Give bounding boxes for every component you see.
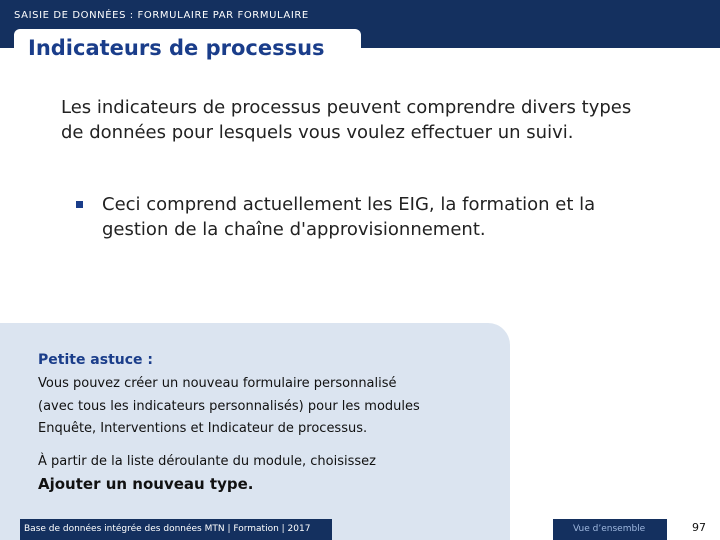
tip-heading: Petite astuce : [38, 352, 154, 368]
page-title: Indicateurs de processus [28, 36, 325, 60]
tip-line: Vous pouvez créer un nouveau formulaire personnalisé [38, 376, 397, 391]
tip-line: Enquête, Interventions et Indicateur de processus. [38, 421, 368, 436]
breadcrumb: SAISIE DE DONNÉES : FORMULAIRE PAR FORMULAIRE [14, 10, 309, 21]
footer-text: Base de données intégrée des données MTN | Formation | 2017 [24, 524, 311, 534]
tip-line: À partir de la liste déroulante du module, choisissez [38, 454, 376, 469]
footer-section-label[interactable]: Vue d’ensemble [573, 524, 646, 534]
bullet-item: Ceci comprend actuellement les EIG, la formation et la gestion de la chaîne d'approvisionnement. [102, 194, 596, 240]
intro-paragraph: Les indicateurs de processus peuvent comprendre divers types de données pour lesquels vous voulez effectuer un suivi. [61, 97, 632, 143]
page-number: 97 [692, 521, 706, 534]
tip-line: (avec tous les indicateurs personnalisés) pour les modules [38, 399, 420, 414]
tip-action: Ajouter un nouveau type. [38, 475, 254, 493]
square-bullet-icon [76, 201, 83, 208]
